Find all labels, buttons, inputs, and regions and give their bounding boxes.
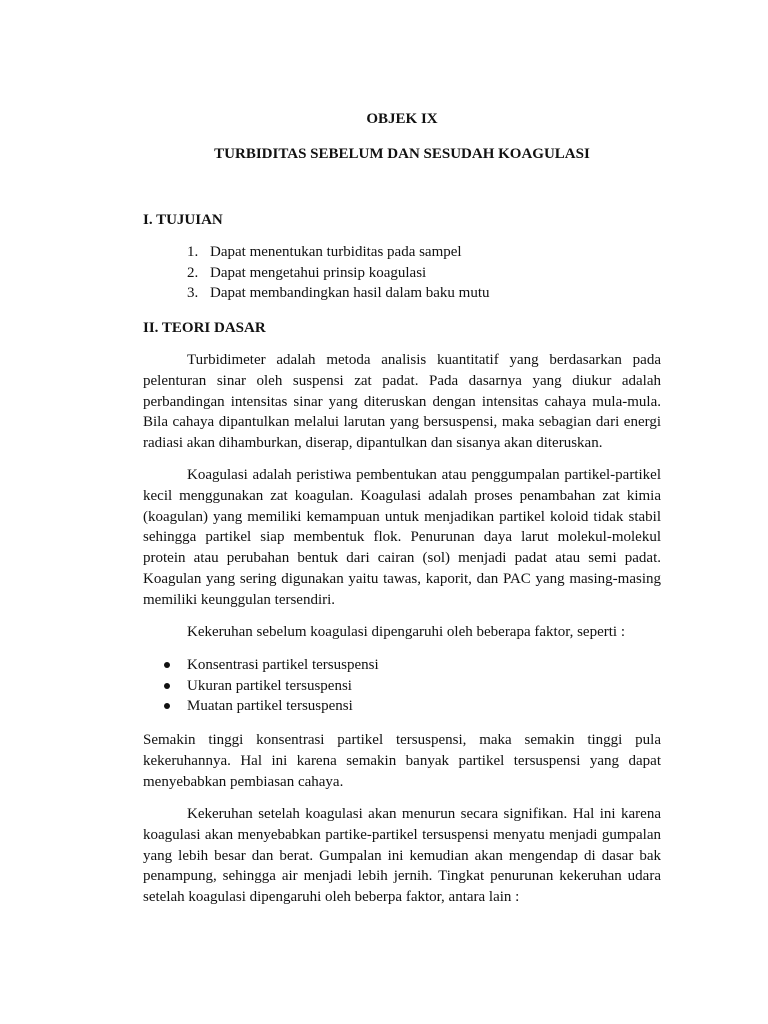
list-item [0,655,379,676]
list-item [0,283,490,304]
paragraph-semakin-tinggi: Semakin tinggi konsentrasi partikel tersuspensi, maka semakin tinggi pula kekeruhannya. Hal ini karena semakin banyak partikel tersuspensi yang dapat menyebabkan pembiasan cahaya. [143,732,661,790]
list-item [0,263,490,284]
objectives-list [0,242,490,304]
list-item-text: Ukuran partikel tersuspensi [187,677,352,694]
list-item-text: Dapat mengetahui prinsip koagulasi [210,264,427,281]
section-heading-teori-dasar: II. TEORI DASAR [143,320,266,336]
list-number: 2. [187,264,199,281]
bullet-icon [164,703,170,709]
paragraph-kekeruhan-sebelum: Kekeruhan sebelum koagulasi dipengaruhi oleh beberapa faktor, seperti : [187,624,625,640]
list-item [0,242,490,263]
list-item [0,676,379,697]
bullet-icon [164,662,170,668]
paragraph-turbidimeter: Turbidimeter adalah metoda analisis kuantitatif yang berdasarkan pada pelenturan sinar oleh suspensi zat padat. Pada dasarnya yang diukur adalah perbandingan intensitas sinar yang diteruskan dengan intensitas cahaya mula-mula. Bila cahaya dipantulkan melalui larutan yang bersuspensi, maka sebagian dari energi radiasi akan dihamburkan, diserap, dipantulkan dan sisanya akan diteruskan. [143,352,661,452]
paragraph-koagulasi: Koagulasi adalah peristiwa pembentukan atau penggumpalan partikel-partikel kecil menggunakan zat koagulan. Koagulasi adalah proses penambahan zat kimia (koagulan) yang memiliki kemampuan untuk menjadikan partikel koloid tidak stabil sehingga partikel siap membentuk flok. Penurunan daya larut molekul-molekul protein atau perubahan bentuk dari cairan (sol) menjadi padat atau semi padat. Koagulan yang sering digunakan yaitu tawas, kaporit, dan PAC yang masing-masing memiliki keunggulan tersendiri. [143,467,661,608]
list-number: 1. [187,244,199,260]
paragraph-kekeruhan-setelah: Kekeruhan setelah koagulasi akan menurun secara signifikan. Hal ini karena koagulasi akan menyebabkan partike-partikel tersuspensi menyatu menjadi gumpalan yang lebih besar dan berat. Gumpalan ini kemudian akan mengendap di dasar bak penampung, sehingga air menjadi lebih jernih. Tingkat penurunan kekeruhan udara setelah koagulasi dipengaruhi oleh beberpa faktor, antara lain : [143,806,661,906]
list-item [0,696,379,717]
bullet-icon [164,683,170,689]
list-item-text: Muatan partikel tersuspensi [187,698,353,714]
list-number: 3. [187,285,199,301]
list-item-text: Dapat membandingkan hasil dalam baku mutu [210,285,490,301]
document-subtitle: TURBIDITAS SEBELUM DAN SESUDAH KOAGULASI [214,146,590,162]
factors-bullet-list [0,655,379,717]
list-item-text: Konsentrasi partikel tersuspensi [187,657,379,673]
section-heading-tujuan: I. TUJUIAN [143,212,223,228]
document-title: OBJEK IX [366,111,438,127]
list-item-text: Dapat menentukan turbiditas pada sampel [210,244,462,260]
